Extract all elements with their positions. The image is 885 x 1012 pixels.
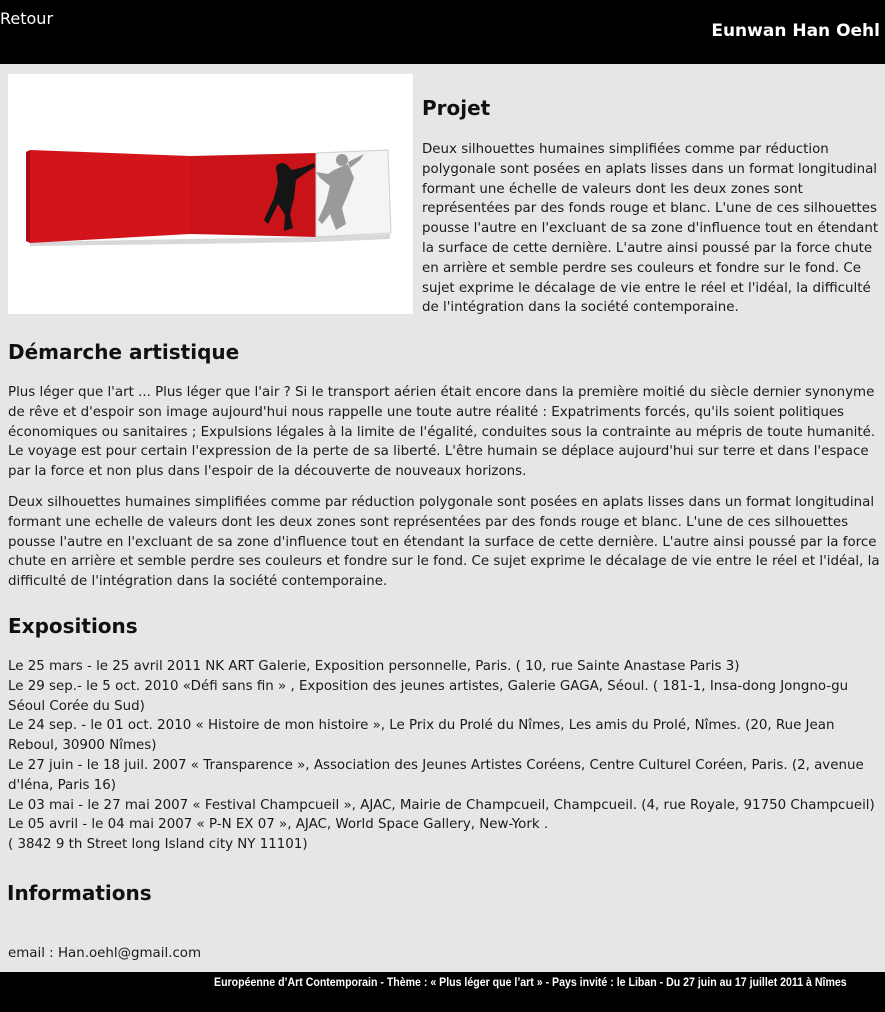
demarche-paragraph-2: Deux silhouettes humaines simplifiées comme par réduction polygonale sont posées en aplats lisses dans un format longitudinal formant une echelle de valeurs dont les deux zones sont représentées par des fonds rouge et blanc. L'une de ces silhouettes pousse l'autre en l'excluant de sa zone d'influence tout en étendant la surface de cette dernière. L'autre ainsi poussé par la force chute en arrière et semble perdre ses couleurs et fondre sur le fond. Ce sujet exprime le décalage de vie entre le réel et l'idéal, la difficulté de l'intégration dans la société contemporaine. [8, 495, 880, 590]
exposition-item: Le 25 mars - le 25 avril 2011 NK ART Galerie, Exposition personnelle, Paris. ( 10, rue Sainte Anastase Paris 3) [8, 659, 740, 674]
expositions-list [8, 657, 880, 855]
top-bar [0, 0, 885, 64]
exposition-item: Le 27 juin - le 18 juil. 2007 « Transparence », Association des Jeunes Artistes Coréens, Centre Culturel Coréen, Paris. (2, avenue d'Iéna, Paris 16) [8, 757, 864, 793]
exposition-item: Le 24 sep. - le 01 oct. 2010 « Histoire de mon histoire », Le Prix du Prolé du Nîmes, Les amis du Prolé, Nîmes. (20, Rue Jean Reboul, 30900 Nîmes) [8, 718, 835, 754]
back-link[interactable]: Retour [0, 9, 54, 28]
demarche-paragraph-1: Plus léger que l'art ... Plus léger que l'air ? Si le transport aérien était encore dans la première moitié du siècle dernier synonyme de rêve et d'espoir son image aujourd'hui nous rappelle une toute autre réalité : Expatriments forcés, qu'ils soient politiques économiques ou sanitaires ; Expulsions légales à la limite de l'égalité, conduites sous la contrainte au mépris de toute humanité. Le voyage est pour certain l'expression de la perte de sa liberté. L'être humain se déplace aujourd'hui sur terre et dans l'espace par la force et non plus dans l'espoir de la découverte de nouveaux horizons. [8, 385, 876, 480]
artist-name: Eunwan Han Oehl [711, 21, 880, 41]
projet-text: Deux silhouettes humaines simplifiées comme par réduction polygonale sont posées en aplats lisses dans un format longitudinal formant une échelle de valeurs dont les deux zones sont représentées par des fonds rouge et blanc. L'une de ces silhouettes pousse l'autre en l'excluant de sa zone d'influence tout en étendant la surface de cette dernière. L'autre ainsi poussé par la force chute en arrière et semble perdre ses couleurs et fondre sur le fond. Ce sujet exprime le décalage de vie entre le réel et l'idéal, la difficulté de l'intégration dans la société contemporaine. [422, 142, 879, 316]
exposition-item: Le 29 sep.- le 5 oct. 2010 «Défi sans fin » , Exposition des jeunes artistes, Galerie GAGA, Séoul. ( 181-1, Insa-dong Jongno-gu Séoul Corée du Sud) [8, 678, 849, 714]
informations-heading: Informations [7, 881, 152, 905]
projet-heading: Projet [422, 96, 491, 120]
footer-text: Européenne d’Art Contemporain - Thème : « Plus léger que l’art » - Pays invité : le Liban - Du 27 juin au 17 juillet 2011 à Nîmes [214, 977, 847, 989]
artwork-illustration [8, 74, 413, 314]
red-panel-left [30, 150, 190, 243]
exposition-item: Le 03 mai - le 27 mai 2007 « Festival Champcueil », AJAC, Mairie de Champcueil, Champcueil. (4, rue Royale, 91750 Champcueil) [8, 797, 875, 813]
red-panel-right [190, 153, 316, 237]
exposition-item: Le 05 avril - le 04 mai 2007 « P-N EX 07 », AJAC, World Space Gallery, New-York . [8, 817, 549, 833]
artwork-image [8, 74, 413, 314]
demarche-heading: Démarche artistique [8, 340, 240, 364]
email-line[interactable]: email : Han.oehl@gmail.com [8, 946, 202, 961]
exposition-item: ( 3842 9 th Street long Island city NY 11101) [8, 837, 308, 853]
footer-bar [0, 972, 885, 1012]
expositions-heading: Expositions [8, 614, 138, 638]
